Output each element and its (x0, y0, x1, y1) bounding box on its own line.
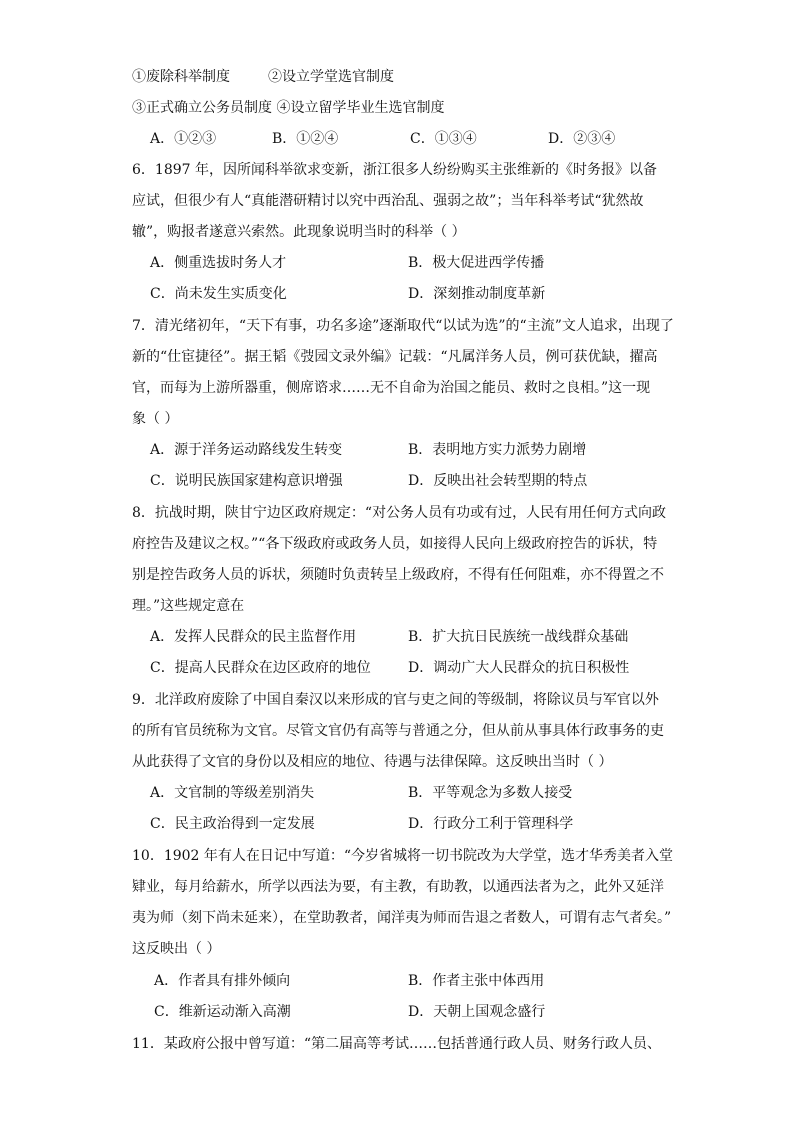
q9-option-a: A．文官制的等级差别消失 (150, 785, 315, 801)
q8-stem-line: 别是控告政务人员的诉状，须随时负责转呈上级政府，不得有任何阻难，亦不得置之不 (132, 567, 664, 583)
q8-option-d: D．调动广大人民群众的抗日积极性 (408, 660, 630, 676)
q5-statement-2: ②设立学堂选官制度 (268, 69, 394, 85)
q10-stem-line: 10．1902 年有人在日记中写道：“今岁省城将一切书院改为大学堂，选才华秀美者入堂 (132, 848, 674, 864)
q10-option-b: B．作者主张中体西用 (408, 973, 545, 989)
q7-option-b: B．表明地方实力派势力剧增 (408, 442, 587, 458)
q11-stem-line: 11．某政府公报中曾写道：“第二届高等考试……包括普通行政人员、财务行政人员、 (132, 1036, 661, 1052)
q8-option-a: A．发挥人民群众的民主监督作用 (150, 629, 357, 645)
q10-option-a: A．作者具有排外倾向 (154, 973, 291, 989)
q10-stem-line: 肄业，每月给薪水，所学以西法为要，有主教，有助教，以通西法者为之，此外又延洋 (132, 879, 664, 895)
q6-stem-line: 应试，但很少有人“真能潜研精讨以究中西治乱、强弱之故”；当年科举考试“犹然故 (132, 193, 644, 209)
q5-option-a: A．①②③ (150, 131, 217, 147)
q6-option-c: C．尚未发生实质变化 (150, 286, 287, 302)
q7-option-a: A．源于洋务运动路线发生转变 (150, 442, 343, 458)
q6-option-b: B．极大促进西学传播 (408, 255, 545, 271)
q7-stem-line: 官，而每为上游所器重，侧席谘求……无不自命为治国之能员、救时之良相。”这一现 (132, 380, 651, 396)
q8-stem-line: 理。”这些规定意在 (132, 598, 245, 614)
q10-stem-line: 这反映出（ ） (132, 941, 221, 957)
q8-stem-line: 府控告及建议之权。”“各下级政府或政务人员，如接得人民向上级政府控告的诉状，特 (132, 536, 658, 552)
q9-option-d: D．行政分工利于管理科学 (408, 816, 574, 832)
q10-stem-line: 夷为师（刻下尚未延来），在堂助教者，闻洋夷为师而告退之者数人，可谓有志气者矣。” (132, 910, 672, 926)
q10-option-c: C．维新运动渐入高潮 (154, 1004, 291, 1020)
q6-option-d: D．深刻推动制度革新 (408, 286, 546, 302)
q9-option-c: C．民主政治得到一定发展 (150, 816, 315, 832)
q10-option-d: D．天朝上国观念盛行 (408, 1004, 546, 1020)
q6-option-a: A．侧重选拔时务人才 (150, 255, 287, 271)
q5-statement-3-4: ③正式确立公务员制度 ④设立留学毕业生选官制度 (132, 100, 445, 116)
q9-stem-line: 从此获得了文官的身份以及相应的地位、待遇与法律保障。这反映出当时（ ） (132, 754, 613, 770)
q5-option-b: B．①②④ (272, 131, 339, 147)
q5-statement-1: ①废除科举制度 (132, 69, 230, 85)
q7-option-c: C．说明民族国家建构意识增强 (150, 473, 343, 489)
q9-stem-line: 的所有官员统称为文官。尽管文官仍有高等与普通之分，但从前从事具体行政事务的吏 (132, 723, 664, 739)
q5-option-d: D．②③④ (548, 131, 616, 147)
q9-option-b: B．平等观念为多数人接受 (408, 785, 573, 801)
q7-stem-line: 新的“仕宦捷径”。据王韬《弢园文录外编》记载：“凡属洋务人员，例可获优缺，擢高 (132, 349, 658, 365)
q8-option-b: B．扩大抗日民族统一战线群众基础 (408, 629, 629, 645)
q7-option-d: D．反映出社会转型期的特点 (408, 473, 588, 489)
q9-stem-line: 9．北洋政府废除了中国自秦汉以来形成的官与吏之间的等级制，将除议员与军官以外 (132, 692, 659, 708)
q6-stem-line: 6．1897 年，因所闻科举欲求变新，浙江很多人纷纷购买主张维新的《时务报》以备 (132, 162, 657, 178)
q7-stem-line: 7．清光绪初年，“天下有事，功名多途”逐渐取代“以试为选”的“主流”文人追求，出现了 (132, 318, 674, 334)
q8-option-c: C．提高人民群众在边区政府的地位 (150, 660, 371, 676)
q7-stem-line: 象（ ） (132, 411, 179, 427)
q5-option-c: C．①③④ (410, 131, 477, 147)
q8-stem-line: 8．抗战时期，陕甘宁边区政府规定：“对公务人员有功或有过，人民有用任何方式向政 (132, 505, 667, 521)
q6-stem-line: 辙”，购报者遂意兴索然。此现象说明当时的科举（ ） (132, 224, 466, 240)
